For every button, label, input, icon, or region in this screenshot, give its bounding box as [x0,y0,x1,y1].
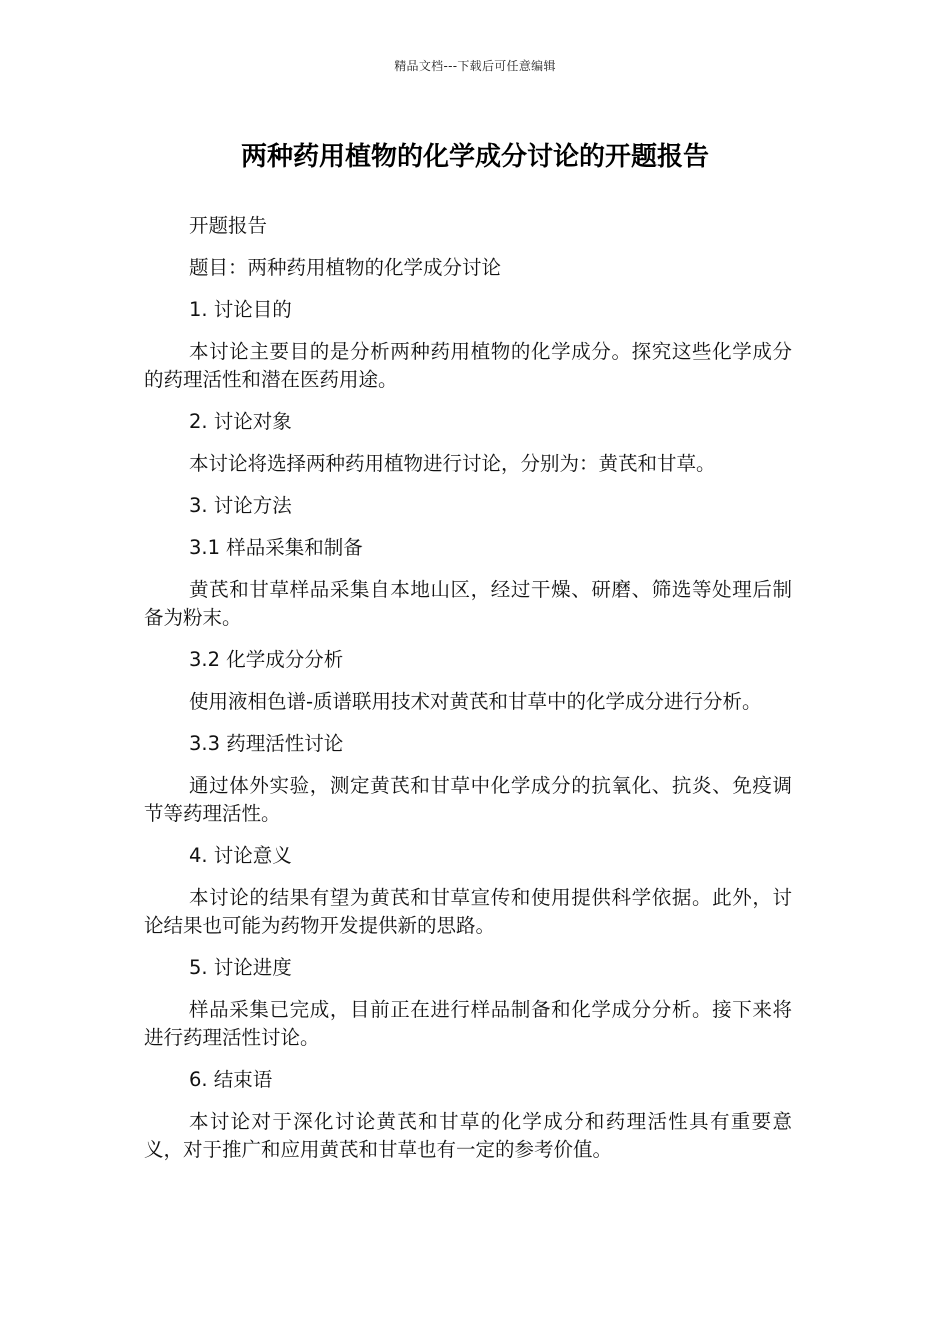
subsection-heading-pharmacology: 3.3 药理活性讨论 [189,732,344,755]
paragraph-purpose: 本讨论主要目的是分析两种药用植物的化学成分。探究这些化学成分的药理活性和潜在医药用途。 [144,340,792,391]
subsection-heading-sampling: 3.1 样品采集和制备 [189,536,363,559]
section-heading-conclusion: 6. 结束语 [189,1068,273,1091]
section-heading-subject: 2. 讨论对象 [189,410,292,433]
document-title: 两种药用植物的化学成分讨论的开题报告 [240,142,709,172]
paragraph-progress: 样品采集已完成，目前正在进行样品制备和化学成分分析。接下来将进行药理活性讨论。 [144,998,792,1049]
paragraph-report-label: 开题报告 [189,214,268,237]
header-note: 精品文档---下载后可任意编辑 [394,59,556,73]
paragraph-sampling: 黄芪和甘草样品采集自本地山区，经过干燥、研磨、筛选等处理后制备为粉末。 [144,578,792,629]
subsection-heading-chemical-analysis: 3.2 化学成分分析 [189,648,344,671]
section-heading-purpose: 1. 讨论目的 [189,298,292,321]
paragraph-conclusion: 本讨论对于深化讨论黄芪和甘草的化学成分和药理活性具有重要意义，对于推广和应用黄芪和甘草也有一定的参考价值。 [144,1110,792,1161]
section-heading-significance: 4. 讨论意义 [189,844,292,867]
document-body [144,212,792,1178]
section-heading-progress: 5. 讨论进度 [189,956,292,979]
paragraph-topic: 题目：两种药用植物的化学成分讨论 [189,256,502,279]
paragraph-subject: 本讨论将选择两种药用植物进行讨论，分别为：黄芪和甘草。 [189,452,716,475]
paragraph-pharmacology: 通过体外实验，测定黄芪和甘草中化学成分的抗氧化、抗炎、免疫调节等药理活性。 [144,774,792,825]
paragraph-significance: 本讨论的结果有望为黄芪和甘草宣传和使用提供科学依据。此外，讨论结果也可能为药物开发提供新的思路。 [144,886,792,937]
section-heading-method: 3. 讨论方法 [189,494,292,517]
paragraph-chemical-analysis: 使用液相色谱-质谱联用技术对黄芪和甘草中的化学成分进行分析。 [189,690,762,713]
